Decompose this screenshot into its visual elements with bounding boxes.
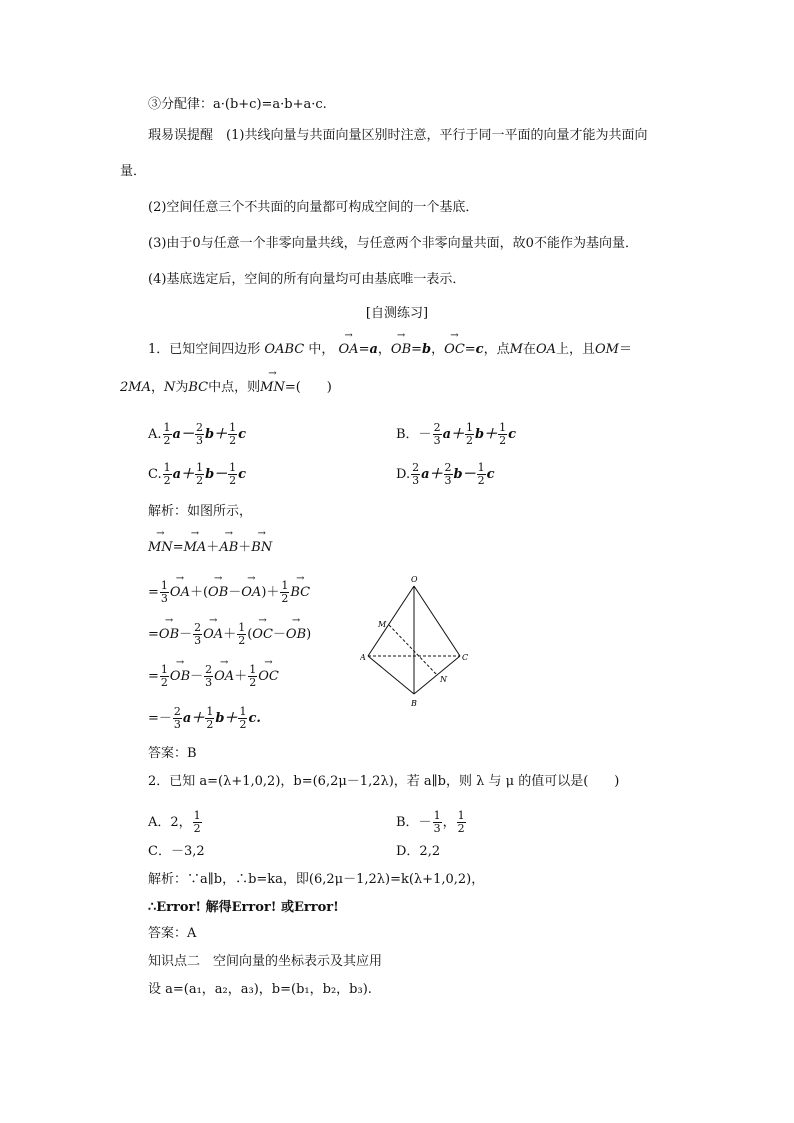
term: b－ bbox=[453, 467, 476, 482]
q2-jiexi: 解析：∵a∥b，∴b=ka，即(6,2μ－1,2λ)=k(λ+1,0,2)， bbox=[148, 872, 485, 887]
edge-ab bbox=[368, 656, 414, 694]
vector-b: b bbox=[422, 342, 432, 357]
q1-text: 中， bbox=[308, 342, 335, 357]
fraction: $\frac{1}{2}$ bbox=[163, 421, 171, 447]
warning-line-4: (4)基底选定后，空间的所有向量均可由基底唯一表示． bbox=[148, 272, 466, 287]
fraction: $\frac{2}{3}$ bbox=[194, 621, 202, 647]
fraction: $\frac{2}{3}$ bbox=[444, 461, 452, 487]
fraction: $\frac{2}{3}$ bbox=[195, 421, 203, 447]
q1-step-4: = $\frac{1}{2}$ → OB－ $\frac{2}{3}$ → OA＋ $\frac{1}{2}$ → OC bbox=[148, 664, 279, 689]
vector-ab: → AB bbox=[219, 538, 238, 558]
vector-a: a bbox=[369, 342, 378, 357]
q1-stem-line-2 bbox=[120, 378, 332, 398]
q2-option-d[interactable]: D．2,2 bbox=[396, 844, 441, 859]
q1-text: 为 bbox=[175, 380, 189, 395]
term: a＋ bbox=[172, 467, 195, 482]
fraction: $\frac{1}{2}$ bbox=[206, 705, 214, 731]
label-o: O bbox=[411, 575, 418, 584]
fraction: $\frac{1}{2}$ bbox=[163, 461, 171, 487]
q1-answer: 答案：B bbox=[148, 746, 197, 761]
option-label: B．－ bbox=[396, 427, 432, 442]
vector-mn: → MN bbox=[260, 378, 285, 398]
q1-text: ＝ bbox=[618, 342, 632, 357]
option-label: C. bbox=[148, 467, 162, 482]
option-label: A．2， bbox=[148, 815, 192, 830]
vector-oa: → OA bbox=[339, 340, 359, 360]
q1-text: =( ) bbox=[284, 380, 332, 395]
knowledge-point-setup: 设 a=(a₁，a₂，a₃)，b=(b₁，b₂，b₃). bbox=[148, 982, 372, 997]
fraction: $\frac{1}{2}$ bbox=[229, 421, 237, 447]
term: c bbox=[508, 427, 517, 442]
vector-oa: → OA bbox=[214, 667, 234, 687]
label-a: A bbox=[360, 653, 366, 662]
segment-om: OM bbox=[595, 342, 619, 357]
fraction: $\frac{2}{3}$ bbox=[173, 705, 181, 731]
section-title: [自测练习] bbox=[365, 306, 429, 321]
vector-oc: → OC bbox=[444, 340, 465, 360]
vector-bc: → BC bbox=[290, 583, 310, 603]
q1-option-b[interactable] bbox=[396, 422, 516, 447]
q1-text: 上，且 bbox=[555, 342, 595, 357]
distributive-law: ③分配律：a·(b+c)=a·b+a·c. bbox=[148, 97, 327, 112]
fraction: $\frac{1}{2}$ bbox=[477, 461, 485, 487]
q1-option-a[interactable] bbox=[148, 422, 246, 447]
vector-ob: → OB bbox=[159, 625, 179, 645]
q1-text: 在 bbox=[522, 342, 536, 357]
fraction: $\frac{1}{2}$ bbox=[249, 663, 257, 689]
term: c bbox=[238, 467, 247, 482]
fraction: $\frac{1}{2}$ bbox=[457, 809, 465, 835]
vector-ob: → OB bbox=[391, 340, 411, 360]
option-label: B．－ bbox=[396, 815, 432, 830]
term: b－ bbox=[205, 467, 228, 482]
vector-bn: → BN bbox=[251, 538, 272, 558]
fraction: $\frac{1}{2}$ bbox=[229, 461, 237, 487]
option-label: A. bbox=[148, 427, 162, 442]
warning-1-text: (1)共线向量与共面向量区别时注意，平行于同一平面的向量才能为共面向 bbox=[226, 128, 648, 143]
vector-ma: → MA bbox=[184, 538, 207, 558]
fraction: $\frac{1}{2}$ bbox=[238, 621, 246, 647]
segment-mn bbox=[389, 625, 437, 675]
warning-line-1 bbox=[148, 126, 647, 146]
warning-label: 瑕易误提醒 bbox=[148, 128, 214, 143]
vector-oa: → OA bbox=[170, 583, 190, 603]
label-b: B bbox=[411, 699, 417, 708]
q2-option-a[interactable] bbox=[148, 810, 203, 835]
fraction: $\frac{1}{2}$ bbox=[239, 705, 247, 731]
warning-line-1-cont: 量． bbox=[120, 164, 147, 179]
q2-option-c[interactable]: C．－3,2 bbox=[148, 844, 205, 859]
q1-text: 中点，则 bbox=[208, 380, 261, 395]
q1-step-5: =－ $\frac{2}{3}$ a＋ $\frac{1}{2}$ b＋ $\frac{1}{2}$ c. bbox=[148, 705, 261, 731]
segment-bc: BC bbox=[188, 380, 209, 395]
fraction: $\frac{1}{3}$ bbox=[433, 809, 441, 835]
point-n: N bbox=[164, 380, 176, 395]
fraction: $\frac{1}{2}$ bbox=[499, 421, 507, 447]
term: c bbox=[486, 467, 495, 482]
vector-oc: → OC bbox=[258, 667, 279, 687]
term: b＋ bbox=[204, 427, 228, 442]
edge-oc bbox=[414, 586, 460, 656]
q2-option-b[interactable]: B．－ $\frac{1}{3}$ ， $\frac{1}{2}$ bbox=[396, 809, 465, 835]
fraction: $\frac{1}{2}$ bbox=[466, 421, 473, 447]
q1-text: ，点 bbox=[483, 342, 510, 357]
q1-jiexi: 解析：如图所示， bbox=[148, 504, 253, 519]
term: a＋ bbox=[442, 427, 464, 442]
fraction: $\frac{1}{2}$ bbox=[281, 579, 289, 605]
label-m: M bbox=[378, 620, 387, 629]
fraction: $\frac{1}{2}$ bbox=[160, 663, 168, 689]
option-label: D. bbox=[396, 467, 411, 482]
fraction: $\frac{2}{3}$ bbox=[205, 663, 213, 689]
tetrahedron-figure bbox=[360, 572, 475, 710]
q1-step-3: =→ OB－ $\frac{2}{3}$ → OA＋ $\frac{1}{2}$ (→ OC－→ OB) bbox=[148, 622, 311, 647]
knowledge-point-title: 知识点二 空间向量的坐标表示及其应用 bbox=[148, 954, 383, 969]
q2-error-line: ∴Error! 解得Error! 或Error! bbox=[148, 900, 339, 915]
term: a－ bbox=[172, 427, 194, 442]
label-n: N bbox=[440, 675, 447, 684]
q1-step-1: → MN=→ MA＋→ AB＋→ BN bbox=[148, 538, 272, 558]
term: c bbox=[238, 427, 246, 442]
term: a＋ bbox=[421, 467, 443, 482]
q2-stem: 2．已知 a=(λ+1,0,2)，b=(6,2μ－1,2λ)，若 a∥b，则 λ 与 μ 的值可以是( ) bbox=[148, 774, 620, 789]
q1-option-d[interactable] bbox=[396, 462, 495, 487]
q1-option-c[interactable] bbox=[148, 462, 246, 487]
q1-quad: OABC bbox=[264, 342, 305, 357]
q1-text: 1．已知空间四边形 bbox=[148, 342, 261, 357]
vector-ob: → OB bbox=[286, 625, 306, 645]
label-c: C bbox=[462, 653, 469, 662]
term: b＋ bbox=[475, 427, 498, 442]
fraction: $\frac{1}{2}$ bbox=[196, 461, 204, 487]
segment-ma: 2MA bbox=[120, 380, 151, 395]
q1-text: ， bbox=[150, 380, 164, 395]
vector-oa: → OA bbox=[241, 583, 261, 603]
vector-ob: → OB bbox=[208, 583, 228, 603]
fraction: $\frac{2}{3}$ bbox=[412, 461, 420, 487]
q1-step-2: = $\frac{1}{3}$ → OA＋(→ OB－→ OA)＋ $\frac{1}{2}$ → BC bbox=[148, 580, 310, 605]
segment-oa: OA bbox=[535, 342, 556, 357]
vector-oa: → OA bbox=[203, 625, 223, 645]
fraction: $\frac{2}{3}$ bbox=[433, 421, 441, 447]
fraction: $\frac{1}{2}$ bbox=[193, 809, 201, 835]
vector-c: c bbox=[475, 342, 484, 357]
q1-stem-line-1: 1．已知空间四边形 OABC 中， → OA=a，→ OB=b，→ OC=c，点M在OA上，且OM＝ bbox=[148, 340, 632, 360]
vector-mn: → MN bbox=[148, 538, 173, 558]
edge-oa bbox=[368, 586, 414, 656]
warning-line-3: (3)由于0与任意一个非零向量共线，与任意两个非零向量共面，故0不能作为基向量． bbox=[148, 236, 638, 251]
vector-ob: → OB bbox=[170, 667, 190, 687]
vector-oc: → OC bbox=[252, 625, 273, 645]
point-m: M bbox=[509, 342, 523, 357]
q2-answer: 答案：A bbox=[148, 926, 197, 941]
warning-line-2: (2)空间任意三个不共面的向量都可构成空间的一个基底． bbox=[148, 200, 479, 215]
fraction: $\frac{1}{3}$ bbox=[160, 579, 168, 605]
